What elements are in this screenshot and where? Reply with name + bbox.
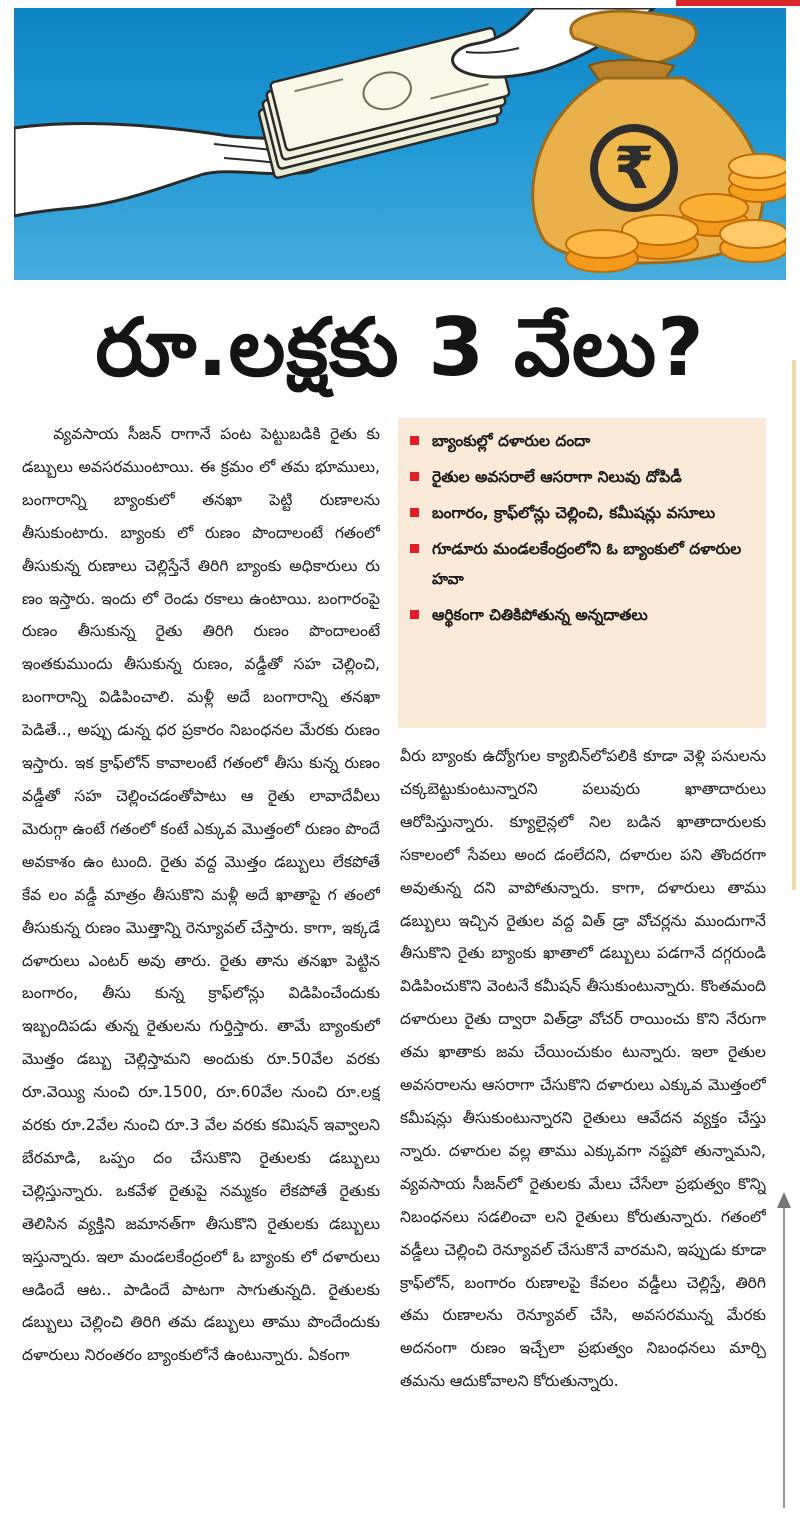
hero-illustration (14, 8, 786, 280)
article-text-left: వ్యవసాయ సీజన్ రాగానే పంట పెట్టుబడికి రైతు కు డబ్బులు అవసరముంటాయి. ఈ క్రమం లో తమ భూములు, బంగారాన్ని బ్యాంకులో తనఖా పెట్టి రుణాలను తీసుకుంటారు. బ్యాంకు లో రుణం పొందాలంటే గతంలో తీసుకున్న రుణాలు చెల్లిస్తేనే తిరిగి బ్యాంకు అధికారులు రు ణం ఇస్తారు. ఇందు లో రెండు రకాలు ఉంటాయి. బంగారంపై రుణం తీసుకున్న రైతు తిరిగి రుణం పొందాలంటే ఇంతకుముందు తీసుకున్న రుణం, వడ్డీతో సహ చెల్లించి, బంగారాన్ని విడిపించాలి. మళ్లీ అదే బంగారాన్ని తనఖా పెడితే.., అప్పు డున్న ధర ప్రకారం నిబంధనల మేరకు రుణం ఇస్తారు. ఇక క్రాఫ్‌లోన్ కావాలంటే గతంలో తీసు కున్న రుణం వడ్డీతో సహ చెల్లించడంతోపాటు ఆ రైతు లావాదేవీలు మెరుగ్గా ఉంటే గతంలో కంటే ఎక్కువ మొత్తంలో రుణం పొందే అవకాశం ఉం టుంది. రైతు వద్ద మొత్తం డబ్బులు లేకపోతే కేవ లం వడ్డీ మాత్రం తీసుకొని మళ్లీ అదే ఖాతాపై గ తంలో తీసుకున్న రుణం మొత్తాన్ని రెన్యూవల్ చేస్తారు. కాగా, ఇక్కడే దళారులు ఎంటర్ అవు తారు. రైతు తాను తనఖా పెట్టిన బంగారం, తీసు కున్న క్రాఫ్‌లోన్లు విడిపించేందుకు ఇబ్బందిపడు తున్న రైతులను గుర్తిస్తారు. తామే బ్యాంకులో మొత్తం డబ్బు చెల్లిస్తామని అందుకు రూ.50వేల వరకు రూ.వెయ్యి నుంచి రూ.1500, రూ.60వేల నుంచి రూ.లక్ష వరకు రూ.2వేల నుంచి రూ.3 వేల వరకు కమిషన్ ఇవ్వాలని బేరమాడి, ఒప్పం దం చేసుకొని రైతులకు డబ్బులు చెల్లిస్తున్నారు. ఒకవేళ రైతుపై నమ్మకం లేకపోతే రైతుకు తెలిసిన వ్యక్తిని జమానత్‌గా తీసుకొని రైతులకు డబ్బులు ఇస్తున్నారు. ఇలా మండలకేంద్రంలో ఓ బ్యాంకు లో దళారులు ఆడిందే ఆట.. పాడిందే పాటగా సాగుతున్నది. రైతులకు డబ్బులు చెల్లించి తిరిగి తమ డబ్బులు తాము పొందేందుకు దళారులు నిరంతరం బ్యాంకులోనే ఉంటున్నారు. ఏకంగా (22, 425, 380, 1365)
bullet-square-icon (410, 508, 419, 517)
highlights-list (410, 426, 758, 630)
side-rule (792, 360, 796, 890)
rupee-symbol: ₹ (613, 134, 655, 202)
highlight-item: గూడూరు మండలకేంద్రంలోని ఓ బ్యాంకులో దళారుల హవా (410, 534, 758, 594)
top-accent-bar (676, 0, 800, 6)
highlight-item: ఆర్థికంగా చితికిపోతున్న అన్నదాతలు (410, 600, 758, 630)
highlight-item: బ్యాంకుల్లో దళారుల దందా (410, 426, 758, 456)
headline: రూ.లక్షకు 3 వేలు? (95, 301, 705, 394)
bullet-square-icon (410, 436, 419, 445)
bullet-square-icon (410, 610, 419, 619)
bullet-square-icon (410, 544, 419, 553)
article-column-left (22, 418, 380, 1508)
article-column-right (400, 740, 766, 1508)
highlights-box (398, 418, 766, 728)
scroll-up-arrow-icon (776, 1190, 792, 1510)
highlight-item: రైతుల అవసరాలే ఆసరాగా నిలువు దోపిడీ (410, 462, 758, 492)
article-text-right: వీరు బ్యాంకు ఉద్యోగుల క్యాబిన్‌లోపలికి కూడా వెళ్లి పనులను చక్కబెట్టుకుంటున్నారని పలువురు ఖాతాదారులు ఆరోపిస్తున్నారు. క్యూలైన్లలో నిల బడిన ఖాతాదారులకు సకాలంలో సేవలు అంద డంలేదని, దళారుల పని తొందరగా అవుతున్న దని వాపోతున్నారు. కాగా, దళారులు తాము డబ్బులు ఇచ్చిన రైతుల వద్ద విత్ డ్రా వోచర్లను ముందుగానే తీసుకొని రైతు బ్యాంకు ఖాతాలో డబ్బులు పడగానే దగ్గరుండి విడిపించుకొని వెంటనే కమీషన్ తీసుకుంటున్నారు. కొంతమంది దళారులు రైతు ద్వారా విత్‌డ్రా వోచర్ రాయించు కొని నేరుగా తమ ఖాతాకు జమ చేయించుకుం టున్నారు. ఇలా రైతుల అవసరాలను ఆసరాగా చేసుకొని దళారులు ఎక్కువ మొత్తంలో కమీషన్లు తీసుకుంటున్నారని రైతులు ఆవేదన వ్యక్తం చేస్తు న్నారు. దళారుల వల్ల తాము ఎక్కువగా నష్టపో తున్నామని, వ్యవసాయ సీజన్‌లో రైతులకు మేలు చేసేలా ప్రభుత్వం కొన్ని నిబంధనలు సడలించా లని రైతులు కోరుతున్నారు. గతంలో వడ్డీలు చెల్లించి రెన్యూవల్ చేసుకొనే వారమని, ఇప్పుడు కూడా క్రాఫ్‌లోన్, బంగారం రుణాలపై కేవలం వడ్డీలు చెల్లిస్తే, తిరిగి తమ రుణాలను రెన్యూవల్ చేసి, అవసరమున్న మేరకు అదనంగా రుణం ఇచ్చేలా ప్రభుత్వం నిబంధనలు మార్చి తమను ఆదుకోవాలని కోరుతున్నారు. (400, 747, 766, 1391)
hero-svg (14, 8, 786, 280)
highlight-item: బంగారం, క్రాఫ్‌లోన్లు చెల్లించి, కమీషన్లు వసూలు (410, 498, 758, 528)
bullet-square-icon (410, 472, 419, 481)
